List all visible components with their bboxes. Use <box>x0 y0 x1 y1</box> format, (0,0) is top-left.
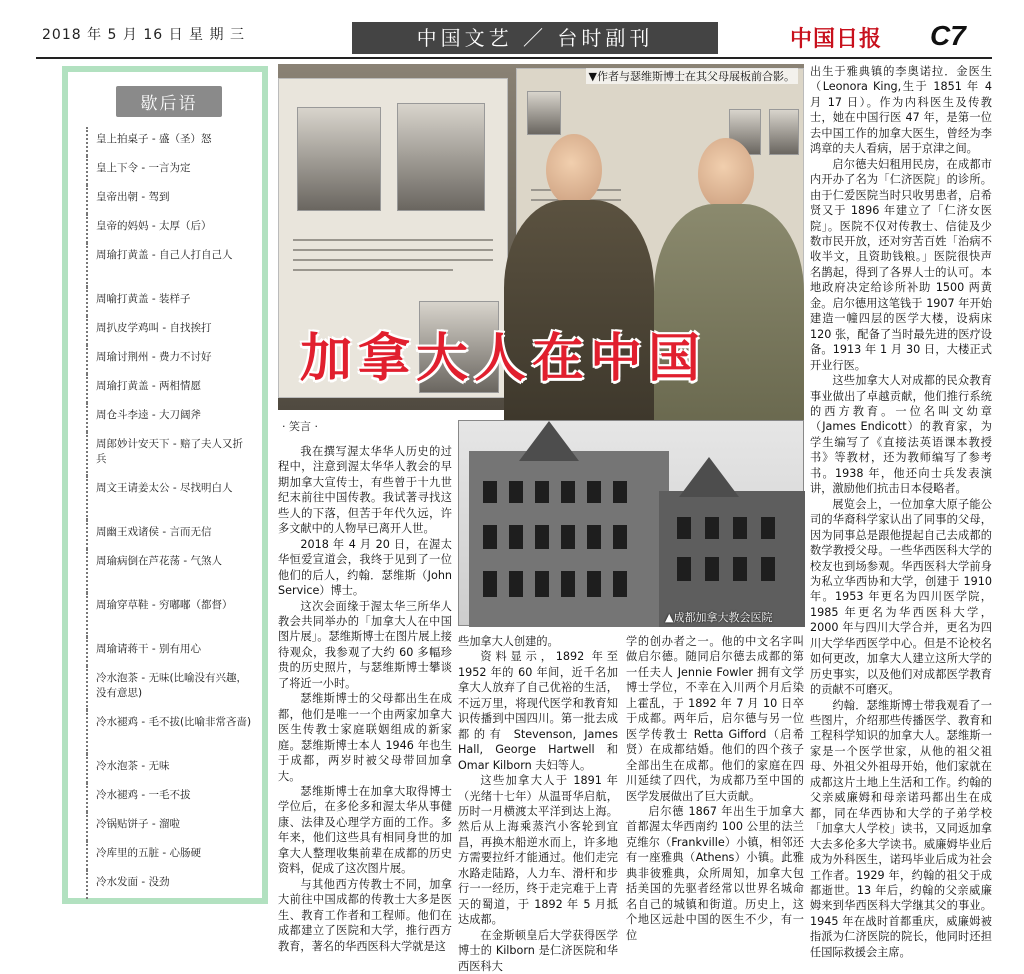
author-byline: · 笑言 · <box>282 420 318 433</box>
window <box>613 571 627 597</box>
paragraph: 约翰．瑟维斯博士带我观看了一些图片，介绍那些传播医学、教育和工程科学知识的加拿大人。瑟维斯一家是一个医学世家，从他的祖父祖母、外祖父外祖母开始，他们家就在成都这片土地上生活和工作。约翰的父亲威廉姆和母亲诺玛都出生在成都，同在华西协和大学的子弟学校「加拿大人学校」读书，又同返加拿大去多伦多大学读书。威廉姆毕业后成为外科医生，诺玛毕业后成为社会工作者。1929 年，约翰的祖父于成都逝世。13 年后，约翰的父亲威廉姆来到华西医科大学继其父的事业。1945 年在战时首都重庆，威廉姆被指派为仁济医院的院长，他同时还担任国际救援会主席。 <box>810 698 992 959</box>
window <box>561 525 575 549</box>
window <box>587 481 601 503</box>
sidebar-panel <box>68 72 262 898</box>
building-roof <box>679 457 739 497</box>
header-rule <box>36 57 992 59</box>
page-number: C7 <box>930 20 966 51</box>
list-item: 冷水褪鸡 - 一毛不拔 <box>86 783 252 812</box>
list-item: 周仓斗李逵 - 大刀阔斧 <box>86 403 252 432</box>
issue-date: 2018 年 5 月 16 日 星 期 三 <box>42 27 245 43</box>
caption-line <box>293 269 453 271</box>
paragraph: 与其他西方传教士不同，加拿大前往中国成都的传教士大多是医生、教育工作者和工程师。他们在成都建立了医院和大学，推行西方教育，著名的华西医科大学就是这 <box>278 877 452 953</box>
list-item: 冷水泡茶 - 无味 <box>86 754 252 783</box>
paragraph: 资料显示，1892 年至 1952 年的 60 年间，近千名加拿大人放弃了自己优裕的生活，不远万里，将现代医学和教育知识传播到中国四川。第一批去成都的有 Stevenson, James Hall, George Hartwell 和 Omar Kilborn 夫妇等人。 <box>458 650 618 772</box>
paragraph: 这些加拿大人对成都的民众教育事业做出了卓越贡献，他们推行系统的西方教育。一位名叫文幼章（James Endicott）的教育家，为学生编写了《直接法英语课本教授书》等教材，还为教师编写了参考书。1938 年，他还向士兵发表演讲，激励他们抗击日本侵略者。 <box>810 374 992 496</box>
window <box>677 517 691 539</box>
paragraph: 学的创办者之一。他的中文名字叫做启尔德。随同启尔德去成都的第一任夫人 Jennie Fowler 拥有文学博士学位，不幸在入川两个月后染上霍乱，于 1892 年 7 月 10 日卒于成都。两年后，启尔德与另一位医学传教士 Retta Gifford（启希贤）在成都结婚。他们的四个孩子全部出生在成都。他们的家庭在四川延续了四代，为成都乃至中国的医学发展做出了巨大贡献。 <box>626 635 804 803</box>
window <box>509 525 523 549</box>
list-item: 周扒皮学鸡叫 - 自找挨打 <box>86 316 252 345</box>
list-item: 皇帝出朝 - 驾到 <box>86 185 252 214</box>
list-item: 皇上下令 - 一言为定 <box>86 156 252 185</box>
section-title: 中国文艺 ／ 台时副刊 <box>352 22 718 54</box>
paragraph: 启尔德夫妇租用民房，在成都市内开办了名为「仁济医院」的诊所。由于仁爱医院当时只收男患者，启希贤又于 1896 年建立了「仁济女医院」。医院不仅对传教士、信徒及少数市民开放，还对穷苦百姓「治病不收半文，且资助钱粮。」医院很快声名鹊起，得到了各界人士的认可。本地政府决定给诊所补助 1500 两黄金。启尔德用这笔钱于 1907 年开始建造一幢四层的医学大楼，设病床 120 张，配备了当时最先进的医疗设备。1913 年 1 月 30 日，大楼正式开业行医。 <box>810 157 992 372</box>
list-item: 周瑜病倒在芦花荡 - 气煞人 <box>86 549 252 593</box>
window <box>677 557 691 581</box>
window <box>535 525 549 549</box>
list-item: 冷锅贴饼子 - 溜啦 <box>86 812 252 841</box>
hospital-caption: ▲成都加拿大教会医院 <box>665 611 773 624</box>
list-item: 周喻打黄盖 - 装样子 <box>86 287 252 316</box>
paragraph: 启尔德 1867 年出生于加拿大首都渥太华西南约 100 公里的法兰克维尔（Frankville）小镇，相邻还有一座雅典（Athens）小镇。此雅典非彼雅典，众所周知，加拿大包括美国的先驱者经常以世界名城命名自己的城镇和街道。历史上，这个地区远赴中国的医生不少，有一位 <box>626 804 804 942</box>
page-header <box>0 0 1024 58</box>
window <box>705 557 719 581</box>
list-item: 周瑜打黄盖 - 自己人打自己人 <box>86 243 252 287</box>
window <box>587 525 601 549</box>
window <box>561 571 575 597</box>
list-item: 周文王请姜太公 - 尽找明白人 <box>86 476 252 520</box>
hero-photo <box>278 64 804 410</box>
paragraph: 这些加拿大人于 1891 年（光绪十七年）从温哥华启航，历时一月横渡太平洋到达上海。然后从上海乘蒸汽小客轮到宜昌，再换木船逆水而上，许多地方需要拉纤才能通过。他们走完水路走陆路，人力车、滑杆和步行一一经历，终于走完难于上青天的蜀道，于 1892 年 5 月抵达成都。 <box>458 774 618 927</box>
sidebar-list <box>86 127 252 899</box>
paragraph: 在金斯顿皇后大学获得医学博士的 Kilborn 是仁济医院和华西医科大 <box>458 928 618 973</box>
list-item: 皇帝的妈妈 - 太厚（后） <box>86 214 252 243</box>
window <box>535 481 549 503</box>
hospital-photo <box>458 420 804 626</box>
jacket <box>654 204 804 424</box>
list-item: 周幽王戏诸侯 - 言而无信 <box>86 520 252 549</box>
list-item: 周瑜穿草鞋 - 穷嘟嘟（都督） <box>86 593 252 637</box>
face <box>698 138 754 210</box>
paragraph: 些加拿大人创建的。 <box>458 635 559 648</box>
paragraph: 出生于雅典镇的李奥诺拉．金医生（Leonora King,生于 1851 年 4 月 17 日）。作为内科医生及传教士，她在中国行医 47 年，是第一位去中国工作的加拿大医生，曾经为李鸿章的夫人看病，居于京津之间。 <box>810 65 992 156</box>
window <box>509 571 523 597</box>
window <box>483 525 497 549</box>
paragraph: 2018 年 4 月 20 日，在渥太华恒爱宣道会，我终于见到了一位他们的后人，约翰．瑟维斯（John Service）博士。 <box>278 537 452 598</box>
list-item: 冷水发面 - 没劲 <box>86 870 252 899</box>
list-item: 冷水褪鸡 - 毛不拔(比喻非常吝啬) <box>86 710 252 754</box>
list-item: 皇上拍桌子 - 盛（圣）怒 <box>86 127 252 156</box>
hero-caption: ▼作者与瑟维斯博士在其父母展板前合影。 <box>586 68 798 84</box>
caption-line <box>293 249 493 251</box>
window <box>761 557 775 581</box>
list-item: 周瑜打黄盖 - 两相情愿 <box>86 374 252 403</box>
window <box>483 481 497 503</box>
sidebar-title: 歇后语 <box>116 86 222 117</box>
list-item: 周瑜讨荆州 - 费力不讨好 <box>86 345 252 374</box>
list-item: 周瑜请蒋干 - 别有用心 <box>86 637 252 666</box>
article-column-3 <box>626 634 804 943</box>
portrait-photo <box>397 103 485 211</box>
article-headline: 加拿大人在中国 <box>300 328 707 389</box>
article-column-1 <box>278 444 452 954</box>
window <box>613 525 627 549</box>
window <box>587 571 601 597</box>
portrait-photo <box>527 91 561 135</box>
building-roof <box>519 421 579 461</box>
list-item: 冷水泡茶 - 无味(比喻没有兴趣，没有意思) <box>86 666 252 710</box>
sidebar-xiehouyu <box>62 66 268 904</box>
window <box>705 517 719 539</box>
window <box>613 481 627 503</box>
paragraph: 瑟维斯博士在加拿大取得博士学位后，在多伦多和渥太华从事健康、法律及心理学方面的工作。多年来，他们这些具有相同身世的加拿大人整理收集前辈在成都的历史资料，促成了这次图片展。 <box>278 784 452 876</box>
face <box>546 134 602 206</box>
newspaper-name: 中国日报 <box>790 26 883 52</box>
paragraph: 展览会上，一位加拿大原子能公司的华裔科学家认出了同事的父母，因为同事总是跟他提起自己去成都的数学教授父母。一些华西医科大学的校友也到场参观。华西医科大学前身为私立华西协和大学，创建于 1910 年。1953 年更名为四川医学院，1985 年更名为华西医科大学，2000 年与四川大学合并，更名为四川大学华西医学中心。但是不论校名如何更改，加拿大人建立这所大学的历史事实，以及他们对成都医学教育的贡献不可磨灭。 <box>810 497 992 697</box>
list-item: 冷库里的五脏 - 心肠硬 <box>86 841 252 870</box>
article-column-right <box>810 64 992 960</box>
window <box>509 481 523 503</box>
window <box>761 517 775 539</box>
window <box>733 557 747 581</box>
caption-line <box>293 259 493 261</box>
list-item: 周郎妙计安天下 - 赔了夫人又折兵 <box>86 432 252 476</box>
window <box>561 481 575 503</box>
window <box>535 571 549 597</box>
paragraph: 这次会面缘于渥太华三所华人教会共同举办的「加拿大人在中国图片展」。瑟维斯博士在图片展上接待观众，我参观了大约 60 多幅珍贵的历史照片，与瑟维斯博士攀谈了将近一小时。 <box>278 599 452 690</box>
window <box>733 517 747 539</box>
article-column-2 <box>458 634 618 974</box>
caption-line <box>293 239 493 241</box>
paragraph: 我在撰写渥太华华人历史的过程中，注意到渥太华华人教会的早期加拿大宣传士，有些曾于十九世纪末前往中国传教。我试著寻找这些人的下落，但苦于年代久远，许多文献中的人物早已离开人世。 <box>278 445 452 536</box>
paragraph: 瑟维斯博士的父母都出生在成都，他们是唯一一个由两家加拿大医生传教士家庭联姻组成的新家庭。瑟维斯博士本人 1946 年也生于成都，两岁时被父母带回加拿大。 <box>278 692 452 783</box>
window <box>483 571 497 597</box>
portrait-photo <box>297 107 381 211</box>
